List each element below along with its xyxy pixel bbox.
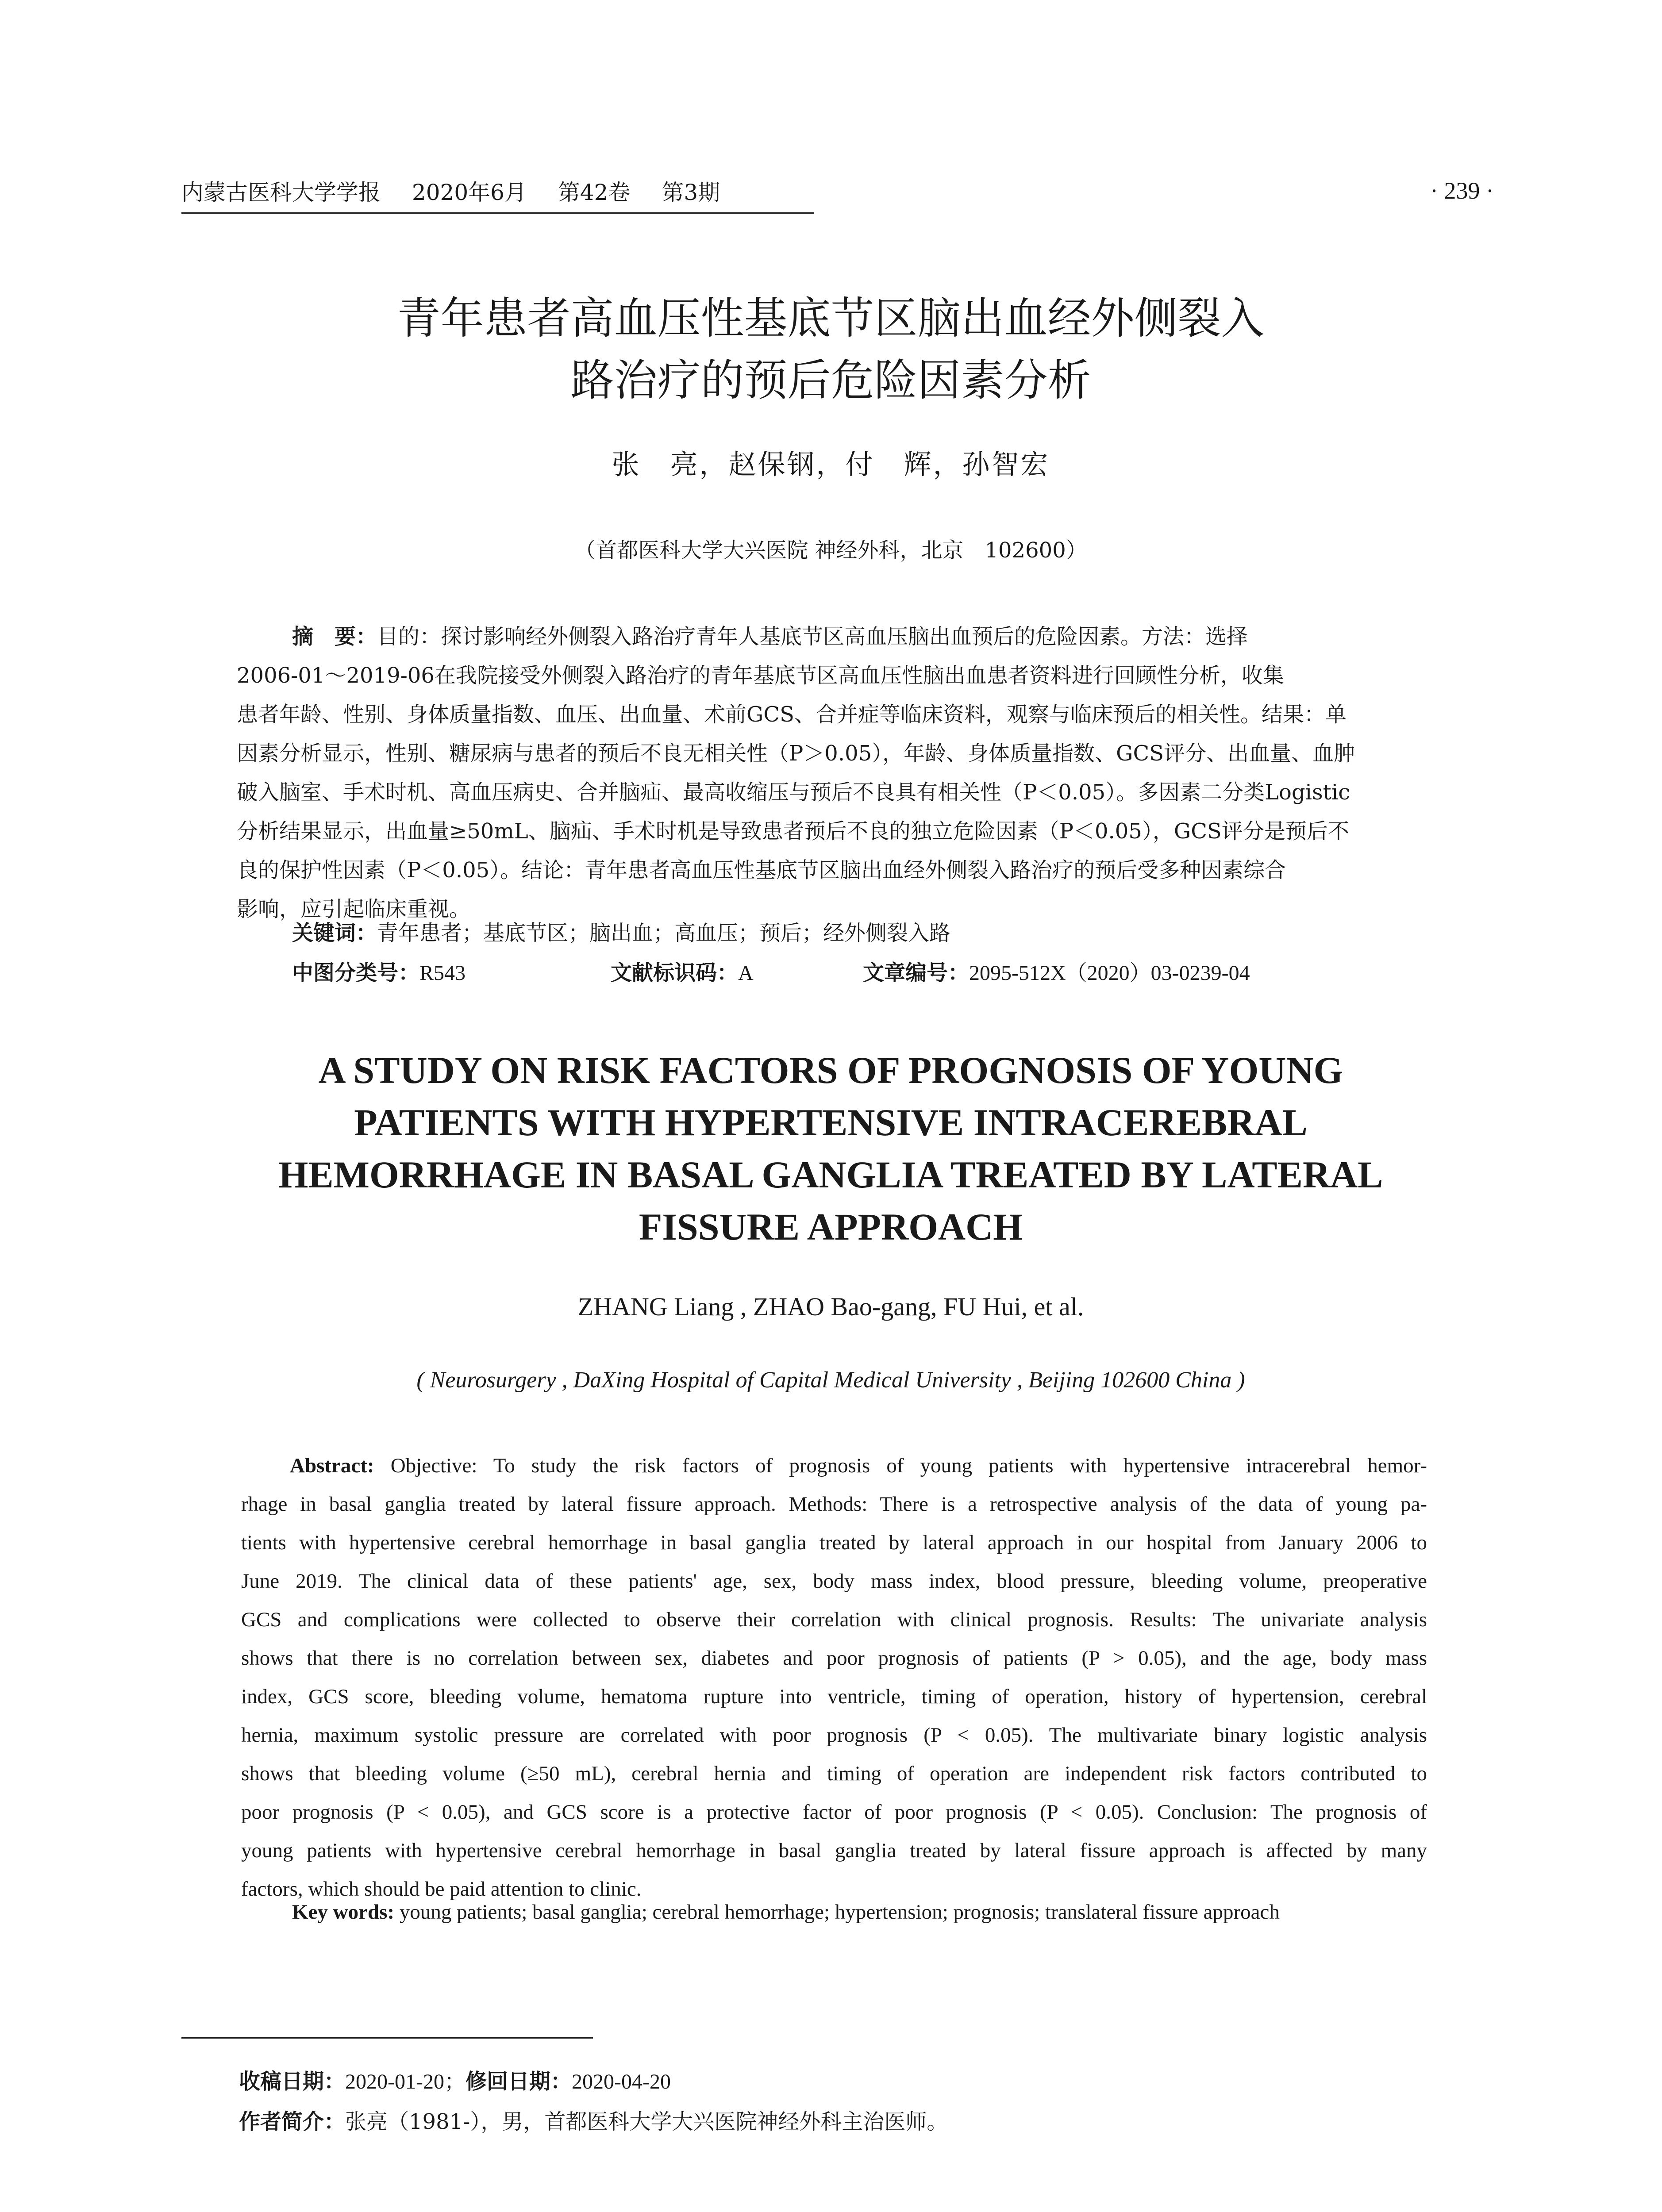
chinese-abstract-line: 摘 要：目的：探讨影响经外侧裂入路治疗青年人基底节区高血压脑出血预后的危险因素。方法：选择 bbox=[292, 624, 1248, 649]
english-abstract-line: index, GCS score, bleeding volume, hematoma rupture into ventricle, timing of operation, history of hypertension, cerebral bbox=[241, 1685, 1427, 1708]
header-rule bbox=[181, 212, 814, 214]
english-title-line-2: PATIENTS WITH HYPERTENSIVE INTRACEREBRAL bbox=[354, 1101, 1308, 1144]
chinese-title bbox=[177, 288, 1485, 411]
footnote bbox=[239, 2062, 948, 2142]
english-authors: ZHANG Liang , ZHAO Bao-gang, FU Hui, et al. bbox=[577, 1292, 1084, 1321]
chinese-abstract-line: 患者年龄、性别、身体质量指数、血压、出血量、术前GCS、合并症等临床资料，观察与临床预后的相关性。结果：单 bbox=[237, 702, 1347, 727]
footnote-rule bbox=[181, 2037, 593, 2039]
chinese-abstract-line: 破入脑室、手术时机、高血压病史、合并脑疝、最高收缩压与预后不良具有相关性（P＜0.05）。多因素二分类Logistic bbox=[237, 780, 1350, 805]
english-title-line-4: FISSURE APPROACH bbox=[639, 1206, 1023, 1248]
english-abstract-line: rhage in basal ganglia treated by lateral fissure approach. Methods: There is a retrospective analysis of the data of young pa- bbox=[241, 1493, 1427, 1516]
english-abstract-label: Abstract: bbox=[290, 1454, 374, 1477]
journal-name: 内蒙古医科大学学报 bbox=[181, 180, 381, 205]
english-abstract-line: Abstract: Objective: To study the risk factors of prognosis of young patients with hypertensive intracerebral hemor- bbox=[290, 1454, 1427, 1477]
classification-line bbox=[292, 956, 1250, 986]
author-bio: 作者简介：张亮（1981-），男，首都医科大学大兴医院神经外科主治医师。 bbox=[239, 2109, 948, 2134]
chinese-abstract-label: 摘 要： bbox=[292, 624, 377, 649]
chinese-keywords-label: 关键词： bbox=[292, 921, 377, 945]
document-code: 文献标识码：A bbox=[611, 960, 754, 985]
english-title-line-1: A STUDY ON RISK FACTORS OF PROGNOSIS OF YOUNG bbox=[318, 1049, 1343, 1091]
clc-number: 中图分类号：R543 bbox=[292, 960, 466, 985]
chinese-authors: 张 亮，赵保钢，付 辉，孙智宏 bbox=[612, 448, 1050, 480]
page-number: · 239 · bbox=[1430, 177, 1494, 204]
english-abstract-line: tients with hypertensive cerebral hemorrhage in basal ganglia treated by lateral approach in our hospital from January 2006 to bbox=[241, 1531, 1427, 1554]
english-title-line-3: HEMORRHAGE IN BASAL GANGLIA TREATED BY LATERAL bbox=[278, 1153, 1383, 1196]
english-keywords-text: young patients; basal ganglia; cerebral hemorrhage; hypertension; prognosis; translateral fissure approach bbox=[394, 1901, 1280, 1924]
chinese-keywords bbox=[292, 916, 950, 946]
english-title bbox=[168, 1044, 1493, 1253]
chinese-keywords-text: 青年患者；基底节区；脑出血；高血压；预后；经外侧裂入路 bbox=[377, 921, 951, 945]
english-affiliation: ( Neurosurgery , DaXing Hospital of Capital Medical University , Beijing 102600 China ) bbox=[416, 1367, 1245, 1393]
issue-date: 2020年6月 bbox=[412, 180, 527, 205]
english-abstract-line: young patients with hypertensive cerebral hemorrhage in basal ganglia treated by lateral fissure approach is affected by many bbox=[241, 1839, 1427, 1862]
chinese-title-line-1: 青年患者高血压性基底节区脑出血经外侧裂入 bbox=[397, 293, 1265, 344]
english-abstract-line: factors, which should be paid attention to clinic. bbox=[241, 1878, 642, 1901]
volume: 第42卷 bbox=[558, 180, 631, 205]
issue: 第3期 bbox=[662, 180, 720, 205]
received-dates: 收稿日期：2020-01-20；修回日期：2020-04-20 bbox=[239, 2069, 671, 2094]
english-abstract-line: poor prognosis (P < 0.05), and GCS score is a protective factor of poor prognosis (P < 0.05). Conclusion: The prognosis of bbox=[241, 1801, 1427, 1824]
chinese-abstract-line: 2006-01～2019-06在我院接受外侧裂入路治疗的青年基底节区高血压性脑出血患者资料进行回顾性分析，收集 bbox=[237, 663, 1284, 688]
english-abstract-line: shows that there is no correlation between sex, diabetes and poor prognosis of patients (P > 0.05), and the age, body mass bbox=[241, 1647, 1427, 1670]
english-keywords bbox=[292, 1900, 1280, 1924]
english-abstract-line: shows that bleeding volume (≥50 mL), cerebral hernia and timing of operation are independent risk factors contributed to bbox=[241, 1762, 1427, 1785]
english-abstract-line: hernia, maximum systolic pressure are correlated with poor prognosis (P < 0.05). The multivariate binary logistic analysis bbox=[241, 1724, 1427, 1747]
chinese-abstract bbox=[237, 617, 1427, 929]
chinese-abstract-line: 良的保护性因素（P＜0.05）。结论：青年患者高血压性基底节区脑出血经外侧裂入路治疗的预后受多种因素综合 bbox=[237, 858, 1286, 883]
chinese-title-line-2: 路治疗的预后危险因素分析 bbox=[570, 355, 1091, 406]
chinese-abstract-line: 分析结果显示，出血量≥50mL、脑疝、手术时机是导致患者预后不良的独立危险因素（P＜0.05），GCS评分是预后不 bbox=[237, 819, 1349, 844]
chinese-affiliation: （首都医科大学大兴医院 神经外科，北京 102600） bbox=[574, 538, 1087, 563]
english-abstract-line: GCS and complications were collected to observe their correlation with clinical prognosis. Results: The univariate analysis bbox=[241, 1608, 1427, 1631]
running-header bbox=[181, 175, 1496, 210]
english-abstract bbox=[241, 1447, 1427, 1909]
english-abstract-line: June 2019. The clinical data of these patients' age, sex, body mass index, blood pressure, bleeding volume, preoperative bbox=[241, 1570, 1427, 1593]
article-number: 文章编号：2095-512X（2020）03-0239-04 bbox=[863, 960, 1250, 985]
chinese-abstract-line: 影响，应引起临床重视。 bbox=[237, 897, 471, 922]
english-keywords-label: Key words: bbox=[292, 1901, 395, 1924]
chinese-abstract-line: 因素分析显示，性别、糖尿病与患者的预后不良无相关性（P＞0.05），年龄、身体质量指数、GCS评分、出血量、血肿 bbox=[237, 741, 1355, 766]
